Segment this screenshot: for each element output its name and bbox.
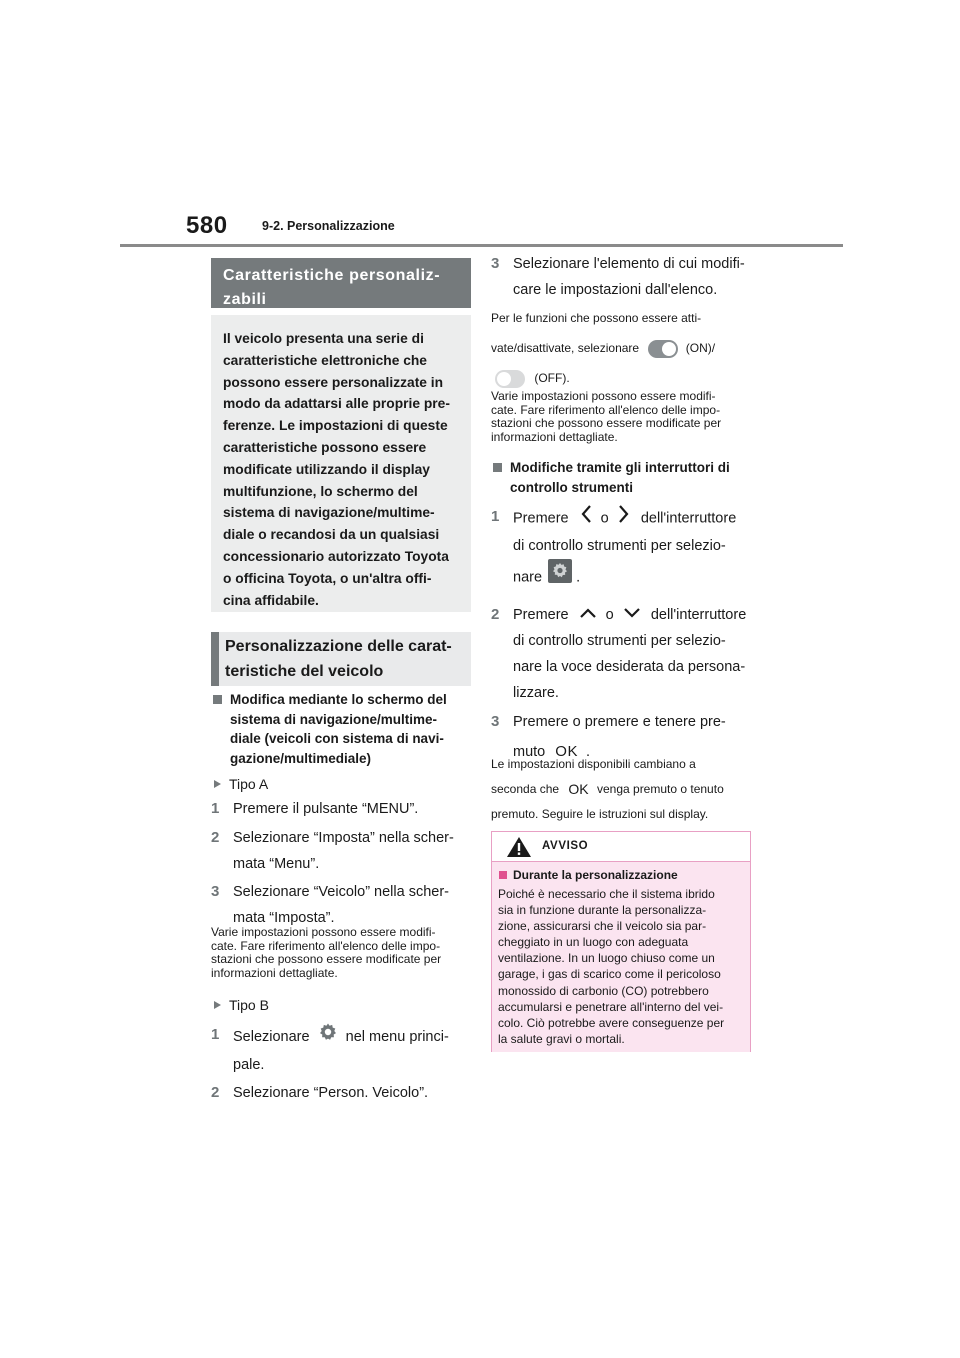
warning-header [492, 832, 750, 862]
step-item [491, 602, 753, 706]
type-b-text: Tipo B [229, 997, 269, 1013]
step-text: di controllo strumenti per selezio- [513, 633, 726, 650]
subhead-navigation [211, 690, 471, 768]
step-text: pale. [233, 1057, 265, 1073]
step-number: 2 [211, 829, 220, 846]
step-item [491, 504, 753, 596]
meter-steps [491, 504, 753, 769]
step-text: o [600, 510, 609, 527]
step-text: dell'interruttore [650, 607, 747, 623]
ok-button-icon: OK [555, 743, 578, 761]
note-left [211, 926, 471, 980]
warning-line: garage, i gas di scarico come il pericoloso [498, 967, 721, 982]
intro-line: multifunzione, lo schermo del [223, 483, 418, 499]
note-line: vate/disattivate, selezionare [491, 341, 640, 355]
note-line: informazioni dettagliate. [491, 429, 618, 444]
toggle-off-label: (OFF). [534, 371, 570, 385]
warning-line: zione, assicurarsi che il veicolo sia par- [498, 919, 707, 934]
warning-subhead: Durante la personalizzazione [513, 868, 678, 882]
square-bullet-icon [493, 463, 502, 472]
step-item [211, 879, 471, 931]
ok-button-icon: OK [568, 781, 589, 798]
header-rule [120, 244, 843, 247]
step-3-select [491, 251, 753, 303]
step-number: 3 [211, 883, 220, 900]
step-text: mata “Imposta”. [233, 910, 335, 926]
chevron-down-icon [623, 602, 641, 628]
step-text: Premere [513, 607, 569, 623]
subhead-line: diale (veicoli con sistema di navi- [230, 731, 444, 746]
intro-line: diale o recandosi da un qualsiasi [223, 527, 440, 543]
intro-line: possono essere personalizzate in [223, 374, 444, 390]
intro-line: caratteristiche elettroniche che [223, 352, 427, 368]
subhead-line: Modifiche tramite gli interruttori di [510, 460, 730, 475]
note-line: premuto. Seguire le istruzioni sul display. [491, 807, 709, 822]
warning-line: Poiché è necessario che il sistema ibrido [498, 887, 715, 901]
step-text: . [586, 744, 591, 761]
toggle-on-icon [648, 340, 678, 358]
step-text: o [605, 607, 614, 623]
warning-line: sia in funzione durante la personalizza- [498, 903, 707, 918]
note-right [491, 390, 753, 444]
ok-note [491, 752, 753, 827]
step-text: Selezionare [233, 1028, 310, 1045]
warning-line: cheggiato in un luogo con adeguata [498, 935, 689, 950]
step-text: dell'interruttore [640, 510, 737, 527]
section-banner-features: Caratteristiche personaliz- zabili [211, 258, 471, 308]
warning-title: AVVISO [542, 840, 589, 852]
step-text: . [576, 569, 581, 586]
settings-gear-tile-icon [548, 559, 572, 596]
step-text: Selezionare “Veicolo” nella scher- [233, 884, 449, 900]
note-line: stazioni che possono essere modificate per [211, 952, 442, 966]
note-line: Le impostazioni disponibili cambiano a [491, 757, 696, 771]
square-bullet-icon [213, 695, 222, 704]
warning-line: monossido di carbonio (CO) potrebbero [498, 983, 709, 998]
step-text: Premere o premere e tenere pre- [513, 714, 726, 731]
note-line: Varie impostazioni possono essere modifi- [491, 389, 716, 403]
step-item [211, 825, 471, 877]
subhead-meter-switches [491, 458, 753, 497]
toggle-note [491, 303, 753, 393]
section-banner-customization: Personalizzazione delle carat- teristiche del veicolo [211, 632, 471, 686]
type-a-steps [211, 796, 471, 931]
step-number: 1 [211, 1026, 220, 1043]
step-text: Premere [513, 510, 569, 527]
type-a-text: Tipo A [229, 776, 269, 792]
note-line: seconda che [491, 782, 560, 796]
step-text: mata “Menu”. [233, 856, 320, 872]
type-a-label [211, 775, 471, 793]
step-text: di controllo strumenti per selezio- [513, 538, 726, 554]
type-b-label [211, 996, 471, 1014]
intro-line: ferenze. Le impostazioni di queste [223, 418, 448, 434]
step-number: 3 [491, 255, 500, 272]
step-text: muto [513, 744, 546, 761]
chevron-left-icon [580, 504, 592, 533]
triangle-bullet-icon [214, 780, 221, 788]
step-text: nare [513, 569, 543, 586]
toggle-on-label: (ON)/ [685, 341, 716, 355]
step-text: Selezionare “Person. Veicolo”. [233, 1085, 429, 1101]
intro-line: o officina Toyota, o un'altra offi- [223, 570, 432, 586]
step-number: 3 [491, 713, 500, 731]
subhead-line: Modifica mediante lo schermo del [230, 692, 447, 707]
step-number: 2 [211, 1084, 220, 1101]
warning-line: la salute gravi o mortali. [498, 1031, 625, 1046]
step-number: 1 [211, 800, 220, 817]
step-item [211, 1080, 471, 1106]
subhead-line: controllo strumenti [510, 479, 634, 495]
note-line: venga premuto o tenuto [596, 782, 724, 796]
note-line: cate. Fare riferimento all'elenco delle impo- [491, 402, 721, 417]
note-line: Per le funzioni che possono essere atti- [491, 311, 702, 325]
step-text: lizzare. [513, 685, 559, 702]
step-text: Selezionare l'elemento di cui modifi- [513, 256, 745, 272]
note-line: cate. Fare riferimento all'elenco delle impo- [211, 938, 441, 953]
warning-box [491, 831, 751, 1052]
note-line: informazioni dettagliate. [211, 965, 338, 980]
step-text: Selezionare “Imposta” nella scher- [233, 830, 454, 846]
warning-triangle-icon [506, 836, 532, 863]
warning-line: accumularsi e penetrare all'interno del vei- [498, 999, 724, 1014]
step-text: Premere il pulsante “MENU”. [233, 801, 419, 817]
square-bullet-icon [499, 871, 507, 879]
section-title: 9-2. Personalizzazione [262, 219, 395, 233]
intro-line: sistema di navigazione/multime- [223, 505, 435, 521]
intro-line: Il veicolo presenta una serie di [223, 331, 424, 346]
toggle-off-icon [495, 370, 525, 388]
chevron-right-icon [618, 504, 630, 533]
step-text: care le impostazioni dall'elenco. [513, 282, 718, 298]
intro-line: concessionario autorizzato Toyota [223, 548, 449, 564]
step-item [211, 796, 471, 822]
chevron-up-icon [579, 602, 597, 628]
step-number: 2 [491, 606, 500, 623]
intro-line: cina affidabile. [223, 592, 319, 608]
page-number: 580 [186, 212, 228, 239]
step-item [211, 1022, 471, 1078]
type-b-steps [211, 1022, 471, 1106]
step-text: nare la voce desiderata da persona- [513, 659, 746, 676]
warning-line: ventilazione. In un luogo chiuso come un [498, 951, 715, 966]
intro-line: modo da adattarsi alle proprie pre- [223, 396, 450, 412]
note-line: stazioni che possono essere modificate per [491, 416, 722, 430]
warning-line: colo. Ciò potrebbe avere conseguenze per [498, 1015, 725, 1030]
triangle-bullet-icon [214, 1001, 221, 1009]
warning-body [492, 862, 750, 1052]
intro-line: modificate utilizzando il display [223, 461, 430, 477]
intro-box [211, 315, 471, 612]
gear-icon [318, 1022, 338, 1052]
note-line: Varie impostazioni possono essere modifi- [211, 925, 436, 939]
step-number: 1 [491, 508, 500, 525]
intro-line: caratteristiche possono essere [223, 439, 427, 455]
step-text: nel menu princi- [345, 1028, 449, 1045]
step-item [491, 251, 753, 303]
subhead-line: gazione/multimediale) [230, 750, 372, 766]
subhead-line: sistema di navigazione/multime- [230, 711, 438, 727]
